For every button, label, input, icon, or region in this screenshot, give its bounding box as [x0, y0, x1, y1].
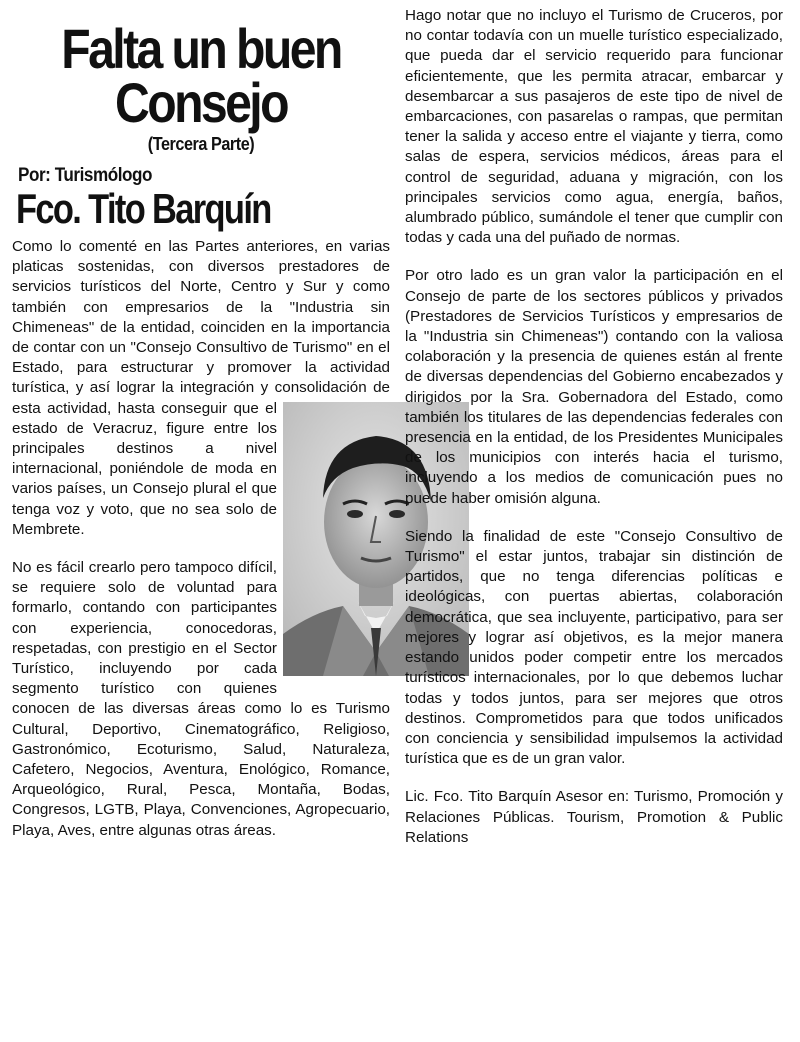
subtitle: (Tercera Parte): [147, 134, 255, 154]
author-name: Fco. Tito Barquín: [16, 185, 271, 232]
left-paragraph-2: No es fácil crearlo pero tampoco difícil, se requiere solo de voluntad para formarlo, contando con participantes con experiencia, conocedoras, respetadas, con prestigio en el Sector Turístico, incluyendo por cada segmento turístico con quienes conocen de las diversas áreas como lo es Turismo Cultural, Deportivo, Cinematográfico, Religioso, Gastronómico, Ecoturismo, Salud, Naturaleza, Cafetero, Negocios, Aventura, Enológico, Romance, Arqueológico, Rural, Pesca, Montaña, Bodas, Congresos, LGTB, Playa, Convenciones, Agropecuario, Playa, Aves, entre algunas otras áreas.: [12, 559, 390, 839]
left-paragraph-1: Como lo comenté en las Partes anteriores, en varias platicas sostenidas, con diversos prestadores de servicios turísticos del Norte, Centro y Sur y como también con empresarios de la "Industria sin Chimeneas" de la entidad, coinciden en la importancia de contar con un "Consejo Consultivo de Turismo" en el Estado, para estructurar y promover la actividad turística, y así lograr la integración y consolidación de esta actividad, hasta conseguir que el estado de Veracruz, figure entre los principales destinos a nivel internacional, poniéndole de moda en varios países, un Consejo plural el que tenga voz y voto, que no sea solo de Membrete.: [12, 238, 390, 538]
headline: [38, 17, 363, 134]
right-column: [405, 6, 783, 848]
right-paragraph-3: Siendo la finalidad de este "Consejo Consultivo de Turismo" el estar juntos, trabajar sin distinción de partidos, que no tenga diferencias políticas e ideológicas, con puertas abiertas, colaboración democrática, que sea incluyente, participativo, para ser mejores y lograr así objetivos, es la mejor manera estando unidos poder competir entre los mercados turísticos internacionales, por lo que debemos luchar todas y todos juntos, para ser mejores que otros destinos. Comprometidos para que todos unificados con conciencia y sensibilidad impulsemos la actividad turística que es de un gran valor.: [405, 527, 783, 768]
right-paragraph-1: Hago notar que no incluyo el Turismo de Cruceros, por no contar todavía con un muelle turístico especializado, que pueda dar el servicio requerido para funcionar eficientemente, que les permita atracar, embarcar y desembarcar a sus pasajeros de este tipo de nivel de embarcaciones, con pasarelas o rampas, que permitan tener la salida y acceso entre el viajante y tierra, como salas de espera, servicios médicos, áreas para el control de seguridad, aduana y migración, con los principales servicios como agua, energía, baños, alumbrado público, sumándole el tener que cumplir con todas y cada una del puñado de normas.: [405, 7, 783, 247]
right-paragraph-2: Por otro lado es un gran valor la participación en el Consejo de parte de los sectores públicos y privados (Prestadores de Servicios Turísticos y empresarios de la "Industria sin Chimeneas") contando con la valiosa colaboración y la presencia de quienes están al frente de diversas dependencias del Gobierno encabezados y dirigidos por la Sra. Gobernadora del Estado, como también los titulares de las dependencias federales con presencia en la entidad, de los Presidentes Municipales de los municipios con interés hacia el turismo, incluyendo a los medios de comunicación pues no puede haber omisión alguna.: [405, 267, 783, 507]
byline-label: Por: Turismólogo: [18, 165, 153, 186]
headline-line-1: Falta un buen: [61, 17, 341, 80]
author-signature: Lic. Fco. Tito Barquín Asesor en: Turismo, Promoción y Relaciones Públicas. Tourism, Promotion & Public Relations: [405, 788, 783, 846]
headline-line-2: Consejo: [115, 71, 287, 134]
